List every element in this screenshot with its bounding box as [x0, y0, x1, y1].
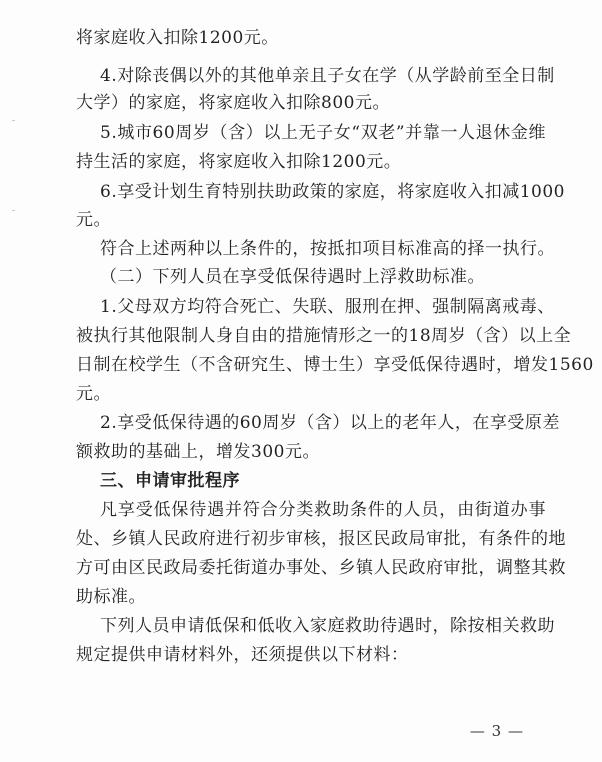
text-line: 大学）的家庭，将家庭收入扣除800元。 — [76, 93, 390, 113]
text-line: 下列人员申请低保和低收入家庭救助待遇时，除按相关救助 — [100, 616, 555, 636]
text-line: 处、乡镇人民政府进行初步审核，报区民政局审批，有条件的地 — [76, 529, 566, 549]
text-line: 元。 — [76, 384, 111, 404]
text-line: 将家庭收入扣除1200元。 — [76, 28, 279, 48]
text-line: （二）下列人员在享受低保待遇时上浮救助标准。 — [100, 267, 485, 287]
text-line: 被执行其他限制人身自由的措施情形之一的18周岁（含）以上全 — [76, 326, 572, 346]
text-line: 6.享受计划生育特别扶助政策的家庭，将家庭收入扣减1000 — [100, 182, 565, 202]
text-line: 1.父母双方均符合死亡、失联、服刑在押、强制隔离戒毒、 — [100, 297, 555, 317]
text-line: 方可由区民政局委托街道办事处、乡镇人民政府审批，调整其救 — [76, 558, 566, 578]
section-heading: 三、申请审批程序 — [100, 471, 240, 491]
text-line: 2.享受低保待遇的60周岁（含）以上的老年人，在享受原差 — [100, 413, 560, 433]
text-line: 日制在校学生（不含研究生、博士生）享受低保待遇时，增发1560 — [76, 355, 594, 375]
text-line: 额救助的基础上，增发300元。 — [76, 442, 320, 462]
text-line: 规定提供申请材料外，还须提供以下材料： — [76, 645, 409, 665]
text-line: 凡享受低保待遇并符合分类救助条件的人员，由街道办事 — [100, 500, 546, 520]
margin-mark — [12, 210, 15, 211]
text-line: 元。 — [76, 210, 111, 230]
margin-mark — [12, 120, 15, 121]
text-line: 4.对除丧偶以外的其他单亲且子女在学（从学龄前至全日制 — [100, 66, 555, 86]
text-line: 符合上述两种以上条件的，按抵扣项目标准高的择一执行。 — [100, 239, 555, 259]
text-line: 助标准。 — [76, 587, 146, 607]
text-line: 持生活的家庭，将家庭收入扣除1200元。 — [76, 152, 402, 172]
text-line: 5.城市60周岁（含）以上无子女“双老”并靠一人退休金维 — [100, 123, 546, 143]
page-number: — 3 — — [469, 722, 524, 740]
